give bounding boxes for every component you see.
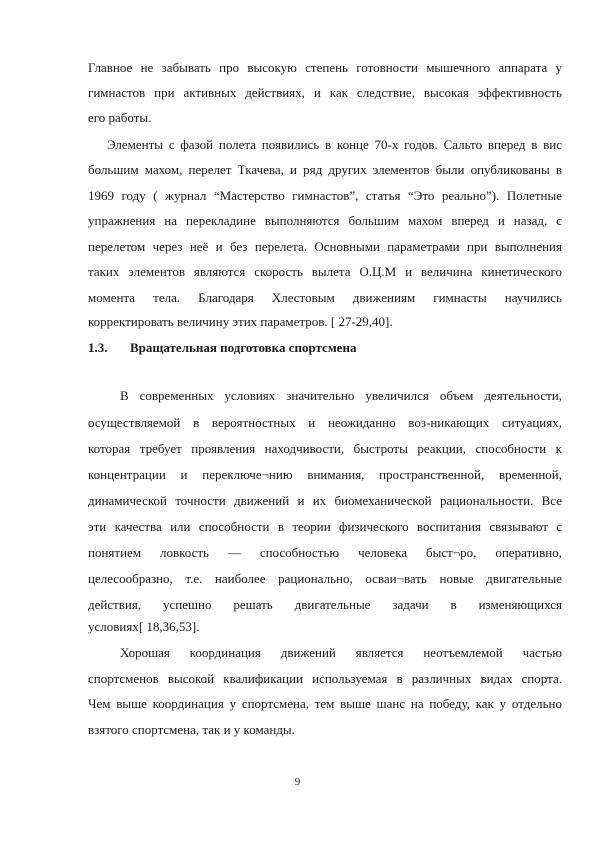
paragraph-3-line-3: которая требует проявления находчивости, быстроты реакции, способности к xyxy=(88,441,562,456)
paragraph-3-line-10: условиях[ 18,36,53]. xyxy=(88,619,200,634)
paragraph-3-line-4: концентрации и переключе¬нию внимания, пространственной, временной, xyxy=(88,467,562,482)
paragraph-3-line-5: динамической точности движений и их биомеханической рациональности. Все xyxy=(88,493,562,508)
paragraph-2-line-8: корректировать величину этих параметров. [ 27-29,40]. xyxy=(88,314,393,329)
page-number: 9 xyxy=(294,776,301,788)
paragraph-2-line-7: момента тела. Благодаря Хлестовым движениям гимнасты научились xyxy=(88,290,562,305)
paragraph-4-line-2: спортсменов высокой квалификации используемая в различных видах спорта. xyxy=(88,671,562,686)
paragraph-2-line-2: большим махом, перелет Ткачева, и ряд других элементов были опубликованы в xyxy=(88,162,562,177)
paragraph-3-line-6: эти качества или способности в теории физического воспитания связывают с xyxy=(88,519,562,534)
paragraph-3-line-8: целесообразно, т.е. наиболее рационально, осваи¬вать новые двигательные xyxy=(88,571,562,586)
paragraph-2-line-6: таких элементов являются скорость вылета О.Ц.М и величина кинетического xyxy=(88,264,562,279)
paragraph-3-line-9: действия, успешно решать двигательные задачи в изменяющихся xyxy=(88,597,562,612)
paragraph-3-line-7: понятием ловкость — способностью человека быст¬ро, оперативно, xyxy=(88,545,562,560)
paragraph-1-line-2: гимнастов при активных действиях, и как следствие, высокая эффективность xyxy=(88,85,562,100)
paragraph-4-line-4: взятого спортсмена, так и у команды. xyxy=(88,722,295,737)
section-title: Вращательная подготовка спортсмена xyxy=(130,340,357,355)
paragraph-1-line-1: Главное не забывать про высокую степень готовности мышечного аппарата у xyxy=(88,60,562,75)
paragraph-1-line-3: его работы. xyxy=(88,110,152,125)
paragraph-2-line-3: 1969 году ( журнал “Мастерство гимнастов”, статья “Это реально”). Полетные xyxy=(88,188,562,203)
paragraph-4-line-1: Хорошая координация движений является неотъемлемой частью xyxy=(120,645,562,660)
paragraph-2-line-1: Элементы с фазой полета появились в конце 70-х годов. Сальто вперед в вис xyxy=(107,137,562,152)
section-number: 1.3. xyxy=(88,340,108,355)
paragraph-3-line-1: В современных условиях значительно увеличился объем деятельности, xyxy=(120,388,562,403)
paragraph-2-line-5: перелетом через неё и без перелета. Основными параметрами при выполнения xyxy=(88,239,562,254)
paragraph-3-line-2: осуществляемой в вероятностных и неожиданно воз-никающих ситуациях, xyxy=(88,415,562,430)
paragraph-4-line-3: Чем выше координация у спортсмена, тем выше шанс на победу, как у отдельно xyxy=(88,696,562,711)
paragraph-2-line-4: упражнения на перекладине выполняются большим махом вперед и назад, с xyxy=(88,213,562,228)
